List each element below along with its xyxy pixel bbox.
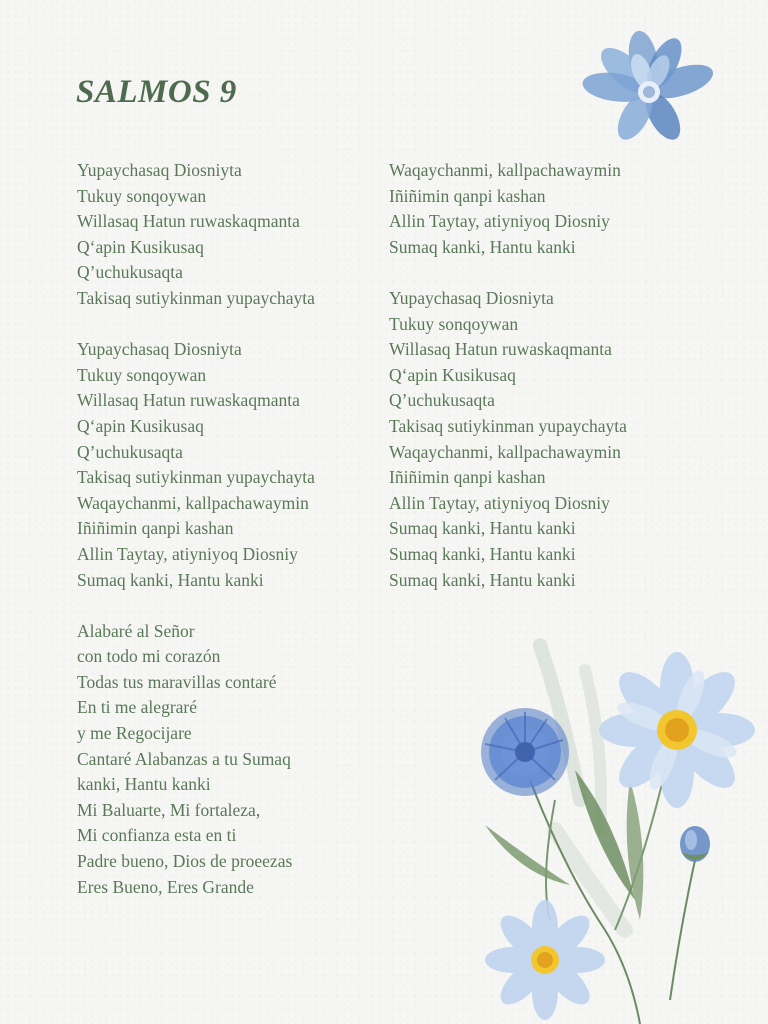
lyric-line: Mi confianza esta en ti — [77, 825, 237, 846]
lyric-line: y me Regocijare — [77, 723, 192, 744]
lyric-line: Q‘apin Kusikusaq — [77, 236, 204, 257]
lyric-line: Yupaychasaq Diosniyta — [77, 339, 242, 360]
lyric-line: Q’uchukusaqta — [77, 441, 183, 462]
right-column — [389, 158, 719, 593]
lyric-line: Tukuy sonqoywan — [389, 313, 519, 334]
lyric-line: Q’uchukusaqta — [389, 390, 495, 411]
lyric-line: En ti me alegraré — [77, 697, 198, 718]
lyric-line: Waqaychanmi, kallpachawaymin — [77, 492, 309, 513]
lyric-line: Sumaq kanki, Hantu kanki — [389, 518, 576, 539]
lyric-line: Waqaychanmi, kallpachawaymin — [389, 160, 621, 180]
lyric-line: Tukuy sonqoywan — [77, 364, 207, 385]
lyric-line: Sumaq kanki, Hantu kanki — [77, 569, 264, 590]
lyric-line: Mi Baluarte, Mi fortaleza, — [77, 799, 261, 820]
lyric-line: Iñiñimin qanpi kashan — [77, 518, 234, 539]
lyric-line: Q’uchukusaqta — [77, 262, 183, 283]
lyric-line: Todas tus maravillas contaré — [77, 671, 277, 692]
stanza — [389, 286, 719, 593]
lyric-line: Iñiñimin qanpi kashan — [389, 467, 546, 488]
lyric-line: Q‘apin Kusikusaq — [389, 364, 516, 385]
lyric-line: Takisaq sutiykinman yupaychayta — [389, 415, 627, 436]
lyric-line: Allin Taytay, atiyniyoq Diosniy — [389, 492, 610, 513]
lyric-line: Waqaychanmi, kallpachawaymin — [389, 441, 621, 462]
lyric-line: Tukuy sonqoywan — [77, 185, 207, 206]
lyric-line: Yupaychasaq Diosniyta — [389, 287, 554, 308]
page-title: SALMOS 9 — [76, 74, 237, 110]
lyric-line: Willasaq Hatun ruwaskaqmanta — [389, 339, 612, 360]
lyric-line: kanki, Hantu kanki — [77, 774, 211, 795]
lyric-line: Eres Bueno, Eres Grande — [77, 876, 254, 897]
lyric-line: Allin Taytay, atiyniyoq Diosniy — [77, 543, 298, 564]
blue-flower-icon — [575, 30, 735, 150]
lyric-line: Willasaq Hatun ruwaskaqmanta — [77, 211, 300, 232]
lyric-line: Yupaychasaq Diosniyta — [77, 160, 242, 180]
lyric-line: Sumaq kanki, Hantu kanki — [389, 236, 576, 257]
stanza — [77, 337, 377, 593]
lyric-line: Padre bueno, Dios de proeezas — [77, 851, 293, 872]
stanza — [77, 158, 377, 312]
lyric-line: Sumaq kanki, Hantu kanki — [389, 569, 576, 590]
stanza — [389, 158, 719, 260]
left-column — [77, 158, 377, 900]
lyric-line: Takisaq sutiykinman yupaychayta — [77, 467, 315, 488]
lyric-line: Q‘apin Kusikusaq — [77, 415, 204, 436]
lyric-line: Cantaré Alabanzas a tu Sumaq — [77, 748, 291, 769]
lyric-line: con todo mi corazón — [77, 646, 221, 667]
lyric-line: Sumaq kanki, Hantu kanki — [389, 543, 576, 564]
lyric-line: Willasaq Hatun ruwaskaqmanta — [77, 390, 300, 411]
stanza — [77, 619, 377, 901]
lyric-line: Allin Taytay, atiyniyoq Diosniy — [389, 211, 610, 232]
watercolor-bouquet-icon — [455, 630, 768, 1024]
lyric-line: Takisaq sutiykinman yupaychayta — [77, 287, 315, 308]
lyric-line: Iñiñimin qanpi kashan — [389, 185, 546, 206]
lyric-line: Alabaré al Señor — [77, 620, 195, 641]
